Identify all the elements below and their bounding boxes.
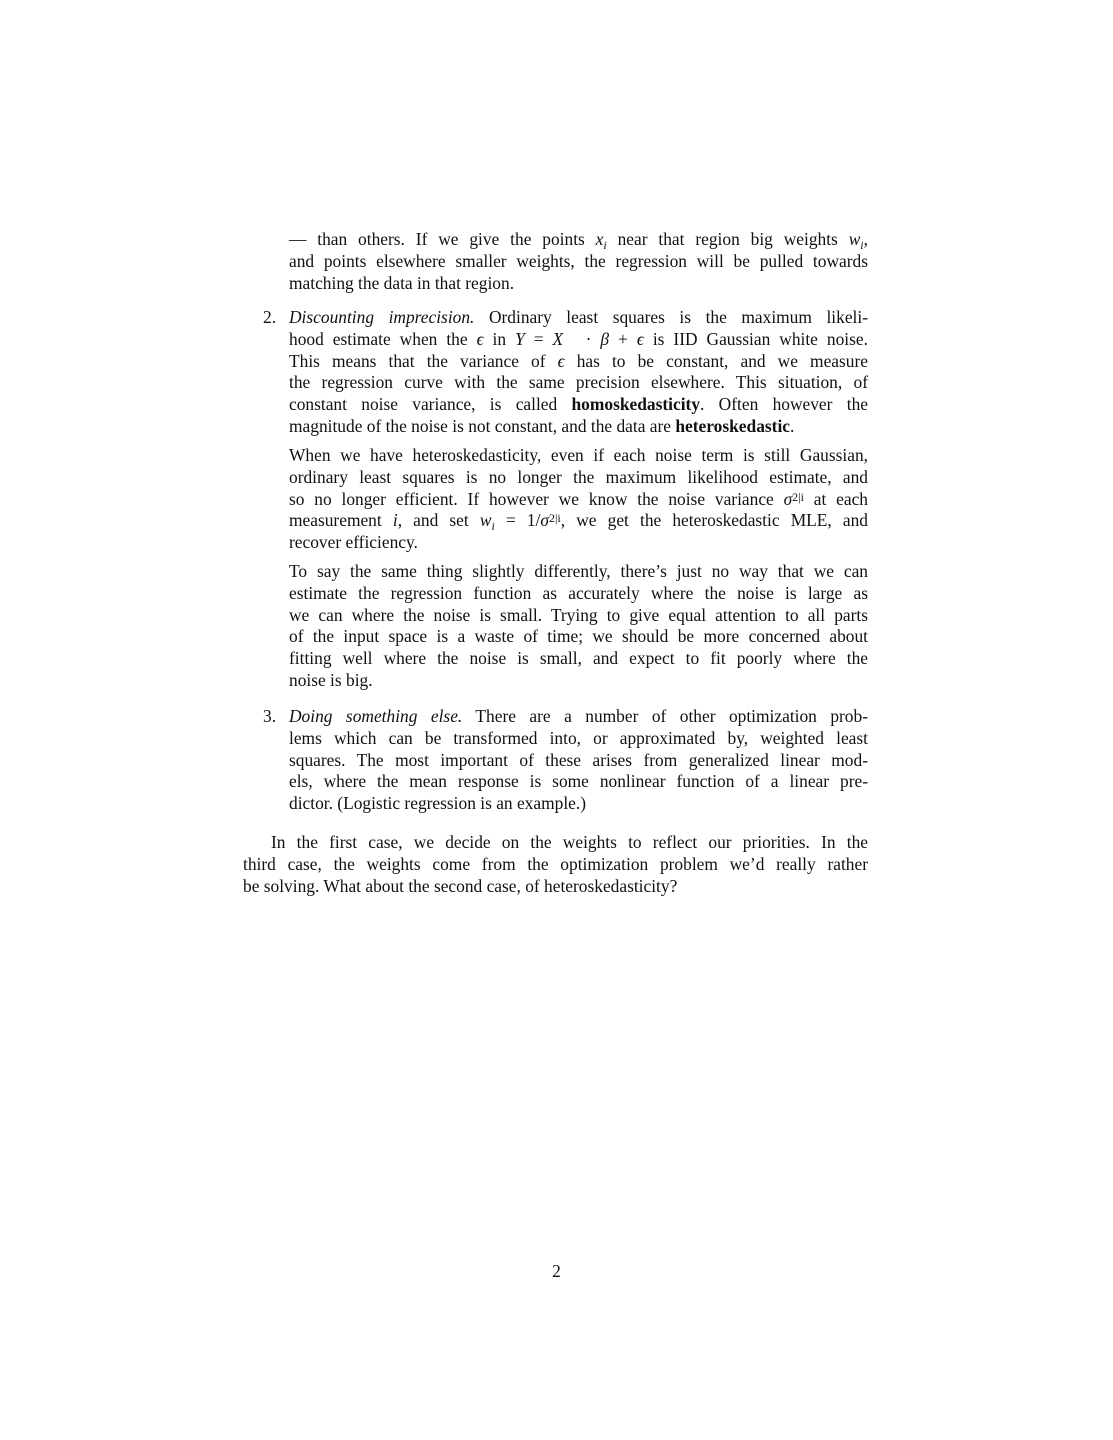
page-number: 2	[552, 1261, 561, 1281]
text-run: magnitude of the noise is not constant, and the data are	[289, 415, 676, 436]
text-run: In the first case, we decide on the weights to reflect our priorities. In the	[271, 832, 868, 852]
text-run: and points elsewhere smaller weights, the regression will be pulled towards	[289, 250, 868, 271]
list-number: 2.	[263, 307, 277, 327]
text-run: When we have heteroskedasticity, even if each noise term is still Gaussian,	[289, 445, 868, 465]
text-line	[289, 670, 868, 692]
text-run: This means that the variance of	[289, 350, 558, 371]
text-run: dictor. (Logistic regression is an example.)	[289, 793, 587, 814]
text-line	[289, 273, 868, 295]
text-line	[289, 489, 868, 511]
text-run: X⃗	[552, 328, 577, 349]
text-run: . Often however the	[700, 394, 868, 415]
text-run: w	[848, 229, 861, 249]
text-run: i	[491, 519, 495, 534]
text-run: measurement	[289, 510, 393, 531]
text-run: x	[595, 229, 604, 249]
text-run: ·	[576, 328, 601, 349]
text-line	[243, 876, 868, 898]
text-run: ϵ	[476, 328, 484, 349]
text-run: , and set	[397, 510, 480, 531]
text-run: To say the same thing slightly differently, there’s just no way that we can	[289, 561, 868, 581]
text-run: squares. The most important of these arises from generalized linear mod-	[289, 749, 868, 770]
text-run: ϵ	[636, 328, 644, 349]
variance-exponent-index: 2|i	[548, 511, 561, 526]
continued-paragraph	[289, 229, 868, 294]
text-run: recover efficiency.	[289, 532, 418, 553]
text-run: , we get the heteroskedastic MLE, and	[560, 510, 868, 531]
text-line	[289, 307, 868, 329]
text-line	[289, 626, 868, 648]
text-run: homoskedasticity	[571, 394, 701, 415]
text-line	[289, 706, 868, 728]
text-run: estimate the regression function as accurately where the noise is large as	[289, 582, 868, 603]
text-run: — than others. If we give the points	[289, 229, 596, 249]
text-run: matching the data in that region.	[289, 272, 515, 293]
text-run: at each	[803, 488, 868, 509]
text-run: so no longer efficient. If however we know the noise variance	[289, 488, 784, 509]
text-run: i	[603, 238, 607, 252]
text-run: near that region big weights	[606, 229, 849, 249]
list-item-2-paragraph-3	[289, 561, 868, 692]
text-line	[289, 532, 868, 554]
text-run: in	[483, 328, 516, 349]
text-run: noise is big.	[289, 669, 373, 690]
text-run: has to be constant, and we measure	[564, 350, 868, 371]
list-item-2-paragraph-2	[289, 445, 868, 554]
list-item-2	[263, 307, 868, 438]
text-line	[289, 394, 868, 416]
list-number: 3.	[263, 706, 277, 726]
text-line	[289, 251, 868, 273]
text-run: ,	[863, 229, 868, 249]
text-line	[289, 351, 868, 373]
closing-paragraph	[243, 832, 868, 897]
text-run: Ordinary least squares is the maximum likeli-	[474, 307, 868, 327]
text-run: β	[600, 328, 610, 349]
text-run: i	[860, 238, 864, 252]
text-line	[289, 750, 868, 772]
text-run: third case, the weights come from the optimization problem we’d really rather	[243, 853, 868, 874]
text-run: els, where the mean response is some nonlinear function of a linear pre-	[289, 771, 868, 792]
text-line	[289, 793, 868, 815]
text-line	[243, 832, 868, 854]
text-run: Y	[515, 328, 525, 349]
text-line	[289, 583, 868, 605]
text-line	[289, 467, 868, 489]
text-run: i	[392, 510, 398, 531]
text-run: is IID Gaussian white noise.	[643, 328, 868, 349]
text-run: w	[479, 510, 492, 531]
text-line	[289, 329, 868, 351]
text-run: Discounting imprecision.	[289, 307, 475, 327]
text-run: σ	[540, 510, 549, 531]
text-run: fitting well where the noise is small, and expect to fit poorly where the	[289, 648, 868, 669]
variance-exponent-index: 2|i	[792, 489, 804, 504]
text-run: Doing something else.	[289, 706, 463, 726]
text-run: lems which can be transformed into, or approximated by, weighted least	[289, 727, 868, 748]
text-run: +	[609, 328, 637, 349]
text-run: .	[790, 415, 795, 436]
text-run: be solving. What about the second case, of heteroskedasticity?	[243, 875, 678, 896]
text-run: σ	[783, 488, 793, 509]
text-run: = 1/	[494, 510, 541, 531]
text-run: =	[524, 328, 553, 349]
text-line	[289, 229, 868, 251]
text-line	[289, 445, 868, 467]
text-line	[289, 771, 868, 793]
text-line	[243, 854, 868, 876]
text-run: ϵ	[557, 350, 565, 371]
text-run: ordinary least squares is no longer the maximum likelihood estimate, and	[289, 466, 868, 487]
text-run: constant noise variance, is called	[289, 394, 572, 415]
text-line	[289, 561, 868, 583]
text-line	[289, 510, 868, 532]
text-line	[289, 648, 868, 670]
text-line	[289, 416, 868, 438]
text-run: of the input space is a waste of time; we should be more concerned about	[289, 626, 868, 647]
text-run: we can where the noise is small. Trying to give equal attention to all parts	[289, 604, 868, 625]
text-run: heteroskedastic	[675, 415, 790, 436]
text-run: There are a number of other optimization prob-	[462, 706, 868, 726]
list-item-3	[263, 706, 868, 815]
text-run: the regression curve with the same precision elsewhere. This situation, of	[289, 372, 868, 393]
text-line	[289, 372, 868, 394]
text-line	[289, 728, 868, 750]
text-run: hood estimate when the	[289, 328, 477, 349]
text-line	[289, 605, 868, 627]
